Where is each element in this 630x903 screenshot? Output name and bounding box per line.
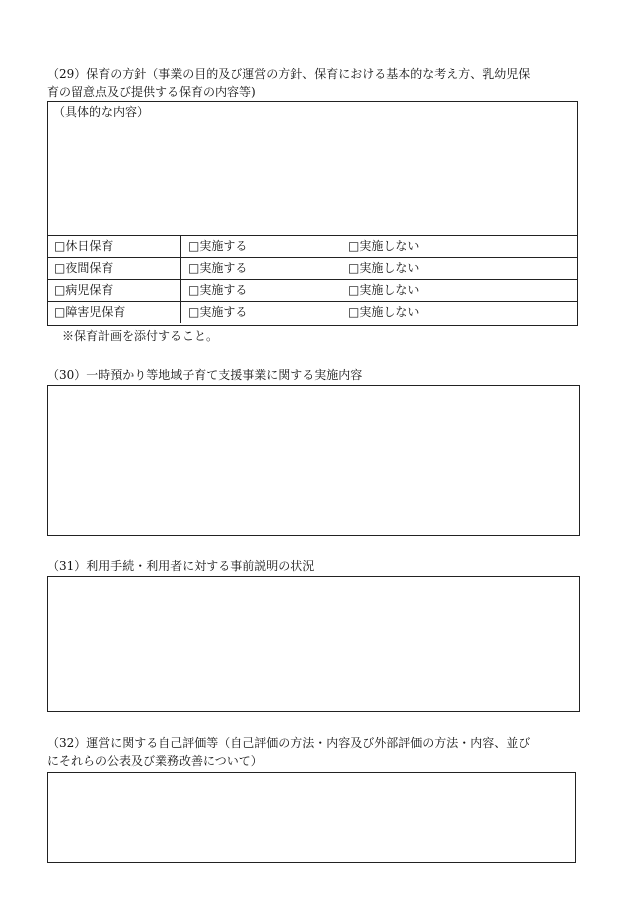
night-not-implement-option[interactable]: □実施しない — [341, 258, 577, 280]
section-32-title-line1: （32）運営に関する自己評価等（自己評価の方法・内容及び外部評価の方法・内容、並び — [47, 736, 531, 750]
night-implement-option[interactable]: □実施する — [181, 258, 342, 280]
service-holiday-checkbox[interactable]: □休日保育 — [47, 236, 181, 258]
service-night-checkbox[interactable]: □夜間保育 — [47, 258, 181, 280]
care-plan-note: ※保育計画を添付すること。 — [62, 329, 219, 343]
disabled-child-implement-option[interactable]: □実施する — [181, 302, 342, 324]
section-31-box[interactable] — [47, 576, 580, 712]
sick-child-implement-option[interactable]: □実施する — [181, 280, 342, 302]
section-32-title-line2: にそれらの公表及び業務改善について） — [47, 754, 263, 768]
table-row — [47, 302, 577, 324]
section-29-title-line1: （29）保育の方針（事業の目的及び運営の方針、保育における基本的な考え方、乳幼児保 — [47, 67, 531, 81]
section-30-title: （30）一時預かり等地域子育て支援事業に関する実施内容 — [47, 368, 363, 382]
disabled-child-not-implement-option[interactable]: □実施しない — [341, 302, 577, 324]
table-row — [47, 280, 577, 302]
section-32-box[interactable] — [47, 772, 576, 863]
service-sick-child-checkbox[interactable]: □病児保育 — [47, 280, 181, 302]
section-31-title: （31）利用手続・利用者に対する事前説明の状況 — [47, 559, 315, 573]
section-30-box[interactable] — [47, 385, 580, 536]
specific-content-label: （具体的な内容） — [53, 105, 150, 119]
holiday-implement-option[interactable]: □実施する — [181, 236, 342, 258]
service-disabled-child-checkbox[interactable]: □障害児保育 — [47, 302, 181, 324]
table-row — [47, 258, 577, 280]
table-row — [47, 236, 577, 258]
care-services-table — [47, 235, 577, 323]
sick-child-not-implement-option[interactable]: □実施しない — [341, 280, 577, 302]
section-29-title-line2: 育の留意点及び提供する保育の内容等) — [47, 85, 256, 99]
holiday-not-implement-option[interactable]: □実施しない — [341, 236, 577, 258]
